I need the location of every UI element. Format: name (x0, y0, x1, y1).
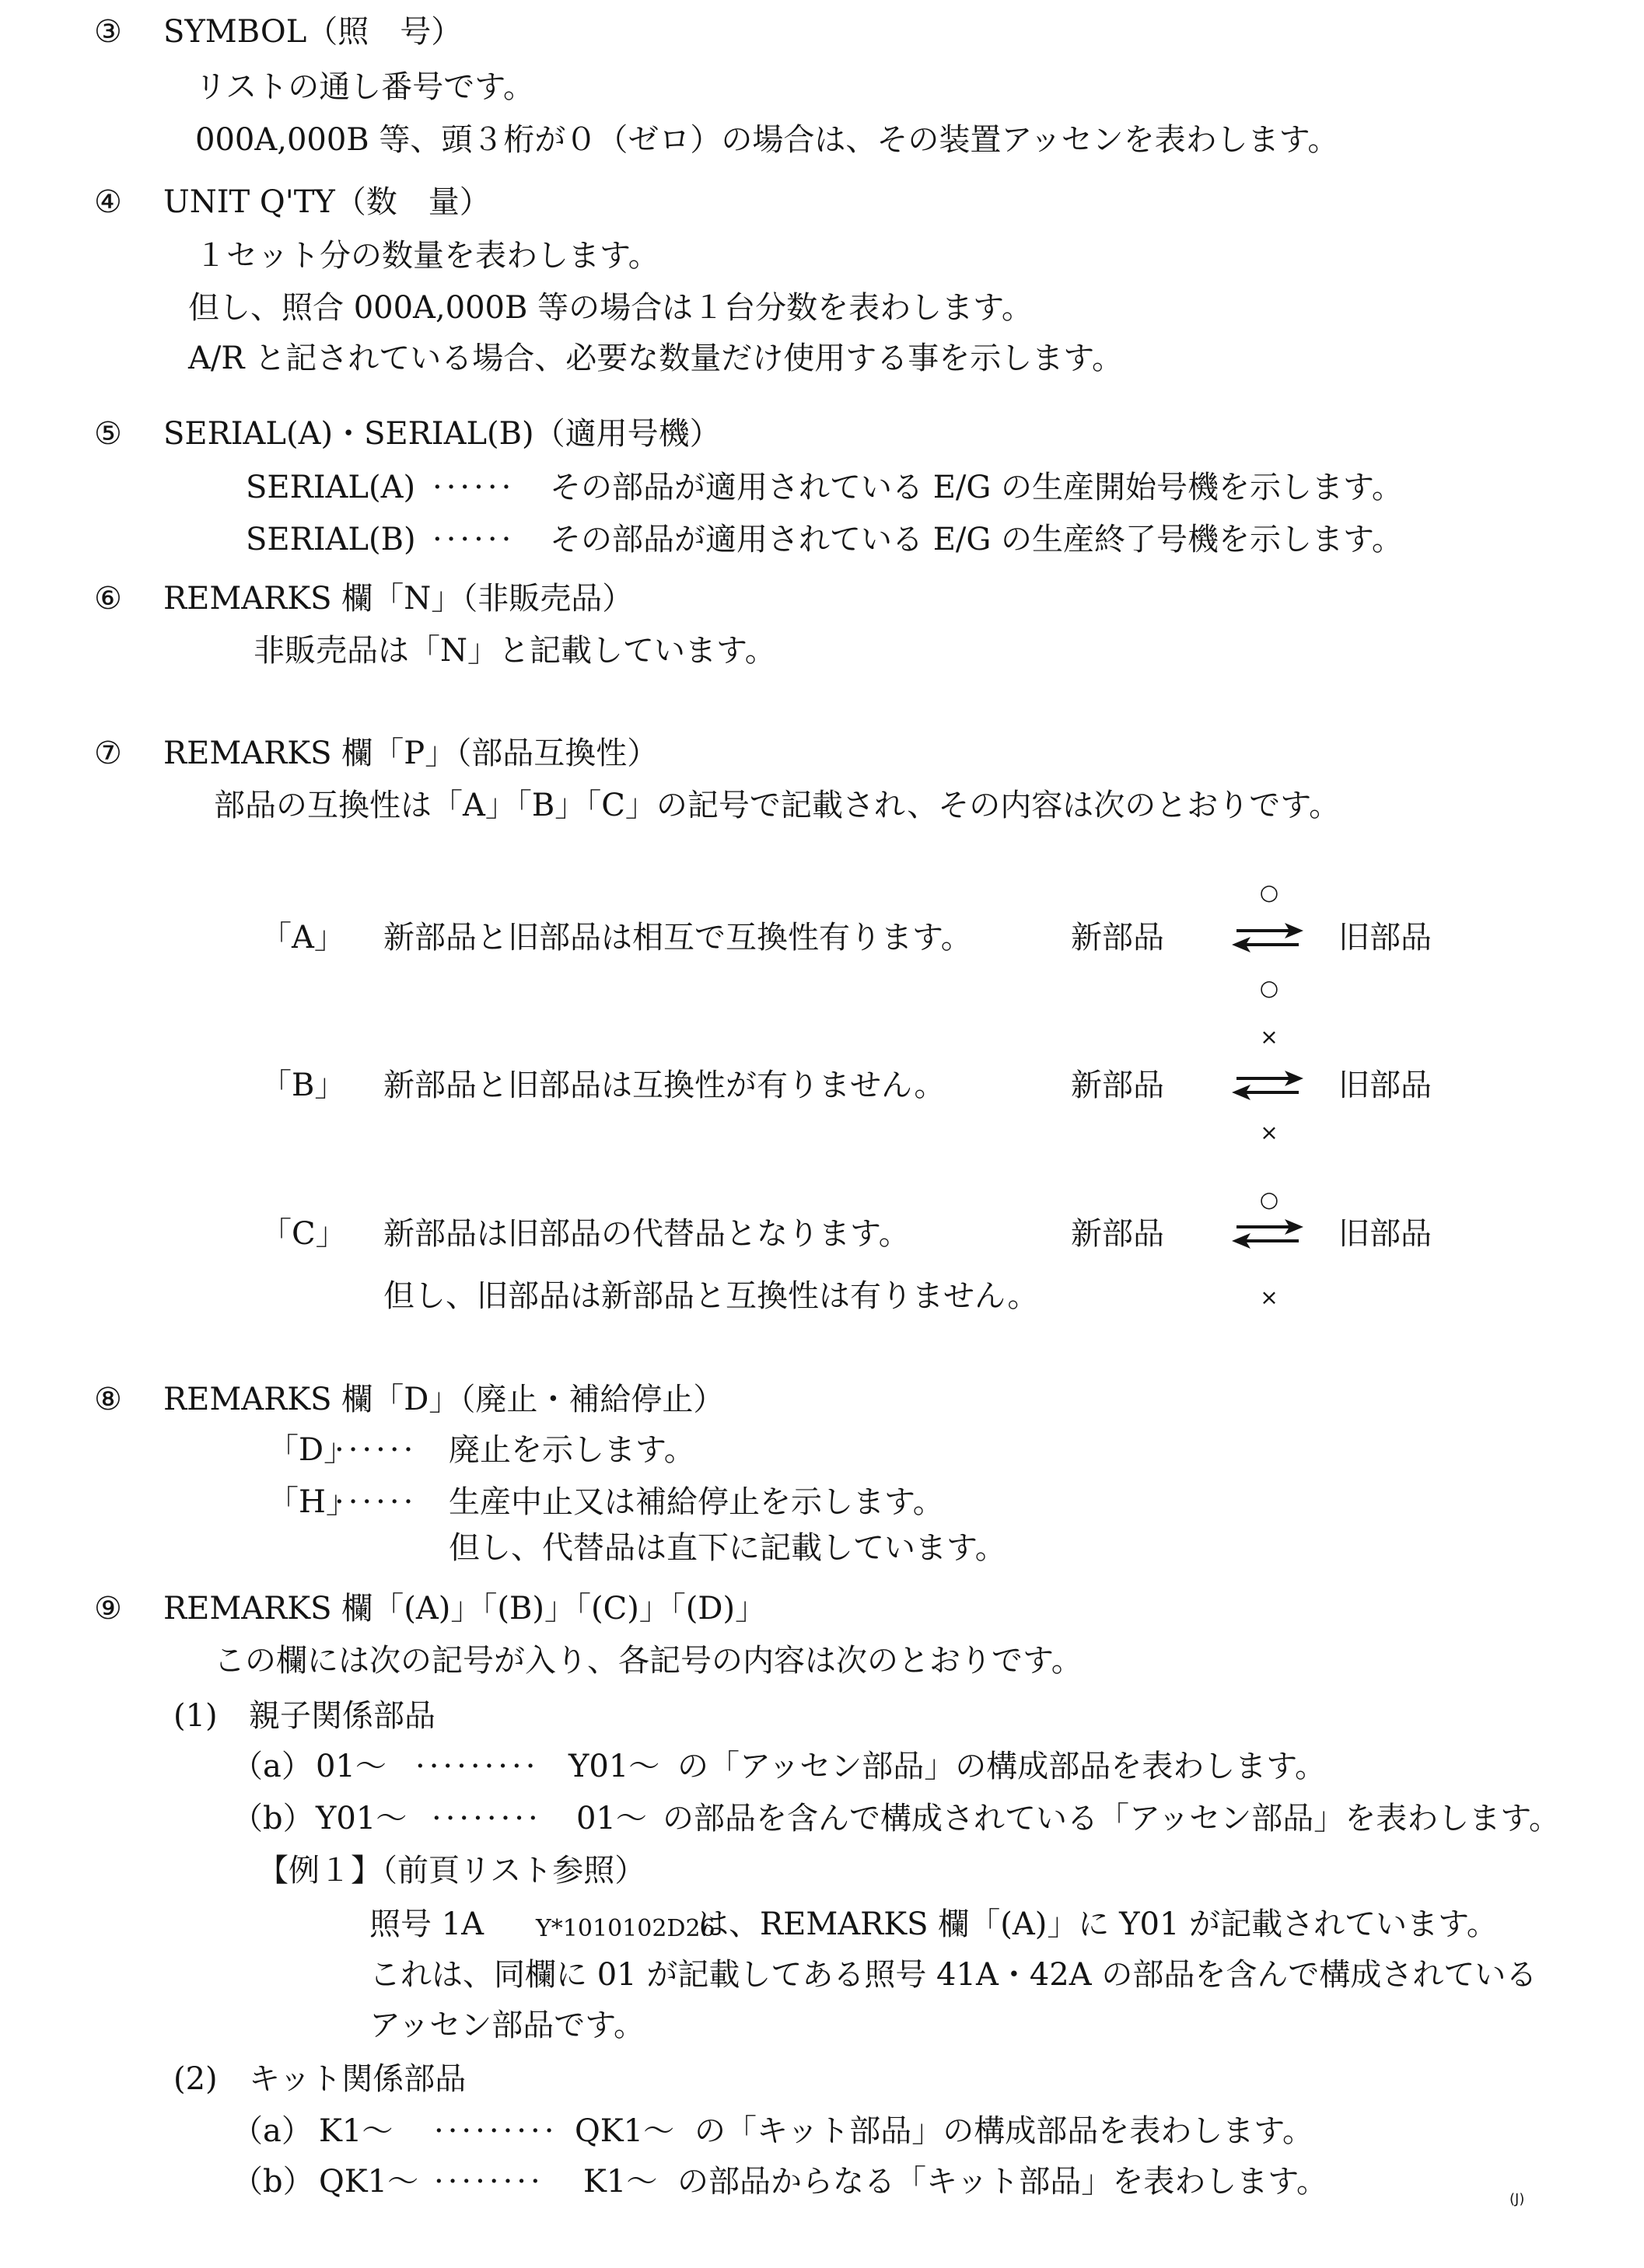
compat-mark-top: × (1260, 1024, 1278, 1050)
section-number: ⑤ (94, 416, 122, 452)
subsection-title: キット関係部品 (249, 2061, 467, 2097)
body-line: 000A,000B 等、頭３桁が０（ゼロ）の場合は、その装置アッセンを表わします。 (195, 122, 1339, 158)
item-to-code: Y01～ (568, 1749, 660, 1784)
section-symbol-heading (94, 13, 462, 51)
leader-dots: ········ (432, 1801, 542, 1836)
item-description: の「キット部品」の構成部品を表わします。 (694, 2113, 1313, 2149)
item-from-code: Y01～ (316, 1801, 408, 1836)
example-text: は、REMARKS 欄「(A)」に Y01 が記載されています。 (698, 1906, 1498, 1942)
section-number: ⑦ (94, 736, 122, 771)
remarks-code: 「H」 (268, 1484, 357, 1520)
page-language-mark: (J) (1509, 2191, 1525, 2207)
discontinue-row (268, 1431, 1644, 1469)
section-number: ⑨ (94, 1591, 122, 1627)
compat-mark-top: ○ (1259, 1186, 1279, 1212)
body-line: リストの通し番号です。 (195, 69, 534, 105)
body-line: この欄には次の記号が入り、各記号の内容は次のとおりです。 (214, 1643, 1083, 1679)
exchange-arrows-icon (1229, 919, 1306, 956)
body-line: １セット分の数量を表わします。 (195, 238, 659, 274)
remarks-description: 廃止を示します。 (449, 1432, 695, 1468)
section-title: REMARKS 欄「P」（部品互換性） (163, 736, 659, 771)
body-line: A/R と記されている場合、必要な数量だけ使用する事を示します。 (188, 341, 1123, 376)
compat-code: 「C」 (261, 1216, 347, 1252)
compat-mark-bottom: × (1260, 1120, 1278, 1145)
example-label: 照号 1A (369, 1906, 484, 1942)
section-number: ⑥ (94, 581, 122, 617)
item-label: （a） (232, 2113, 313, 2149)
serial-row (246, 469, 1644, 506)
example-title: 【例１】（前頁リスト参照） (257, 1853, 646, 1889)
section-remarks-p-heading (94, 735, 658, 772)
exchange-arrows-icon (1229, 1067, 1306, 1104)
section-remarks-n-heading (94, 580, 633, 617)
compat-mark-top: ○ (1259, 879, 1279, 905)
item-description: の部品からなる「キット部品」を表わします。 (677, 2164, 1327, 2200)
symbol-item-row (232, 2112, 1632, 2150)
body-line: 部品の互換性は「A」「B」「C」の記号で記載され、その内容は次のとおりです。 (214, 788, 1341, 823)
section-title: REMARKS 欄「D」（廃止・補給停止） (163, 1382, 725, 1417)
item-to-code: K1～ (583, 2164, 658, 2200)
exchange-arrows-icon (1229, 1215, 1306, 1253)
item-description: の部品を含んで構成されている「アッセン部品」を表わします。 (663, 1801, 1560, 1836)
subsection-number: (1) (173, 1698, 218, 1734)
compat-code: 「B」 (261, 1068, 346, 1103)
section-title: REMARKS 欄「N」（非販売品） (163, 581, 634, 617)
serial-description: その部品が適用されている E/G の生産開始号機を示します。 (550, 470, 1403, 505)
example-line (369, 1906, 1644, 1943)
serial-term: SERIAL(A) (246, 470, 416, 505)
section-unit-qty-heading (94, 183, 491, 221)
compat-description: 新部品と旧部品は相互で互換性有ります。 (383, 920, 972, 956)
new-part-label: 新部品 (1071, 1216, 1164, 1252)
item-from-code: K1～ (319, 2113, 394, 2149)
section-number: ⑧ (94, 1382, 122, 1417)
item-label: （a） (232, 1749, 313, 1784)
leader-dots: ········· (434, 2113, 558, 2149)
subsection-title: 親子関係部品 (249, 1698, 435, 1734)
serial-description: その部品が適用されている E/G の生産終了号機を示します。 (550, 522, 1403, 557)
section-number: ③ (94, 14, 122, 50)
leader-dots: ········ (434, 2164, 544, 2200)
section-title: SERIAL(A)・SERIAL(B)（適用号機） (163, 416, 721, 452)
old-part-label: 旧部品 (1338, 1068, 1432, 1103)
item-to-code: 01～ (576, 1801, 647, 1836)
old-part-label: 旧部品 (1338, 920, 1432, 956)
item-to-code: QK1～ (575, 2113, 675, 2149)
item-description: の「アッセン部品」の構成部品を表わします。 (677, 1749, 1326, 1784)
example-line: アッセン部品です。 (369, 2008, 645, 2043)
symbol-item-row (232, 1748, 1632, 1785)
leader-dots: ······ (432, 470, 516, 505)
section-remarks-abcd-heading (94, 1590, 766, 1627)
item-from-code: QK1～ (319, 2164, 419, 2200)
section-title: REMARKS 欄「(A)」「(B)」「(C)」「(D)」 (163, 1591, 767, 1627)
body-line: 但し、照合 000A,000B 等の場合は１台分数を表わします。 (188, 290, 1033, 326)
section-remarks-d-heading (94, 1381, 724, 1418)
leader-dots: ······ (432, 522, 516, 557)
section-serial-heading (94, 415, 721, 453)
compat-mark-bottom: × (1260, 1284, 1278, 1310)
section-number: ④ (94, 184, 122, 220)
subsection-heading (173, 2060, 1573, 2098)
section-title: UNIT Q'TY（数 量） (163, 184, 491, 220)
serial-row (246, 521, 1644, 558)
subsection-heading (173, 1697, 1573, 1735)
old-part-label: 旧部品 (1338, 1216, 1432, 1252)
leader-dots: ······ (334, 1484, 418, 1520)
remarks-code: 「D」 (268, 1432, 355, 1468)
new-part-label: 新部品 (1071, 920, 1164, 956)
serial-term: SERIAL(B) (246, 522, 416, 557)
body-line: 非販売品は「N」と記載しています。 (254, 633, 776, 669)
remarks-note: 但し、代替品は直下に記載しています。 (449, 1530, 1006, 1566)
subsection-number: (2) (173, 2061, 218, 2097)
compat-code: 「A」 (261, 920, 345, 956)
symbol-item-row (232, 2163, 1632, 2200)
item-label: （b） (232, 2164, 314, 2200)
example-line: これは、同欄に 01 が記載してある照号 41A・42A の部品を含んで構成されている (369, 1957, 1537, 1993)
remarks-description: 生産中止又は補給停止を示します。 (449, 1484, 944, 1520)
section-title: SYMBOL（照 号） (163, 14, 463, 50)
leader-dots: ······ (334, 1432, 418, 1468)
discontinue-row (268, 1483, 1644, 1521)
example-part-number: Y*1010102D26 (536, 1915, 715, 1942)
compat-note: 但し、旧部品は新部品と互換性は有りません。 (383, 1278, 1039, 1314)
item-label: （b） (232, 1801, 314, 1836)
compat-description: 新部品と旧部品は互換性が有りません。 (383, 1068, 946, 1103)
symbol-item-row (232, 1800, 1632, 1837)
new-part-label: 新部品 (1071, 1068, 1164, 1103)
compat-mark-bottom: ○ (1259, 975, 1279, 1001)
leader-dots: ········· (415, 1749, 540, 1784)
item-from-code: 01～ (316, 1749, 387, 1784)
compat-description: 新部品は旧部品の代替品となります。 (383, 1216, 910, 1252)
